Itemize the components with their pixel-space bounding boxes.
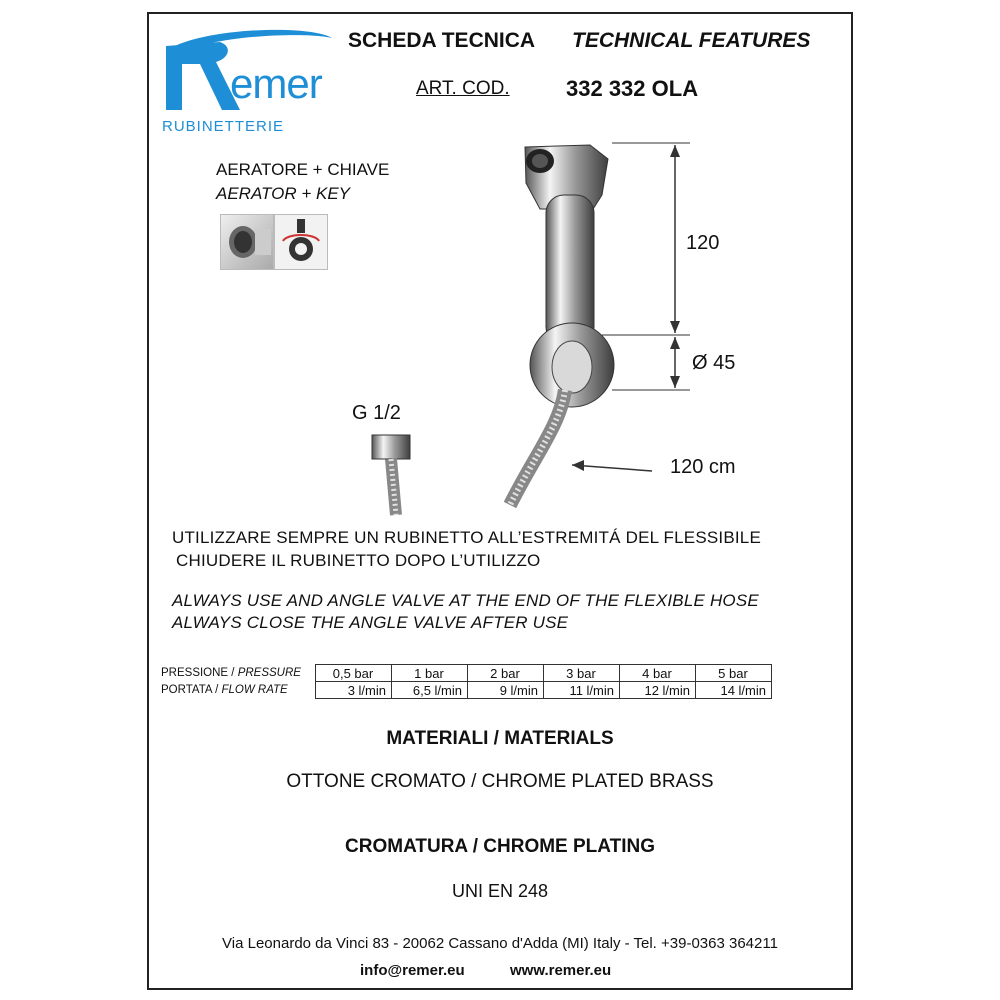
- footer-address: Via Leonardo da Vinci 83 - 20062 Cassano d'Adda (MI) Italy - Tel. +39-0363 364211: [222, 935, 778, 952]
- note-italian-line-1: UTILIZZARE SEMPRE UN RUBINETTO ALL’ESTREMITÁ DEL FLESSIBILE: [172, 528, 761, 547]
- pressure-label-it: PRESSIONE /: [161, 667, 238, 679]
- note-english-line-2: ALWAYS CLOSE THE ANGLE VALVE AFTER USE: [172, 613, 569, 632]
- flow-rate-row: [155, 682, 772, 699]
- chrome-plating-value: UNI EN 248: [451, 881, 549, 901]
- note-italian-line-2: CHIUDERE IL RUBINETTO DOPO L’UTILIZZO: [176, 551, 541, 570]
- hose-length-label: 120 cm: [670, 456, 736, 478]
- flow-rate-cell: 6,5 l/min: [392, 682, 468, 699]
- pressure-cell: 0,5 bar: [316, 665, 392, 682]
- article-code-label: ART. COD.: [416, 78, 510, 99]
- footer-email-link[interactable]: info@remer.eu: [360, 962, 465, 979]
- footer-website-link[interactable]: www.remer.eu: [510, 962, 612, 979]
- flow-rate-cell: 11 l/min: [544, 682, 620, 699]
- height-dimension: 120: [686, 232, 720, 254]
- pressure-flow-table: [155, 664, 772, 699]
- materials-value: OTTONE CROMATO / CHROME PLATED BRASS: [286, 771, 714, 792]
- pressure-label-en: PRESSURE: [237, 667, 301, 679]
- flow-rate-cell: 14 l/min: [696, 682, 772, 699]
- flow-rate-cell: 9 l/min: [468, 682, 544, 699]
- logo-subtitle: RUBINETTERIE: [162, 118, 285, 135]
- pressure-cell: 3 bar: [544, 665, 620, 682]
- flow-rate-cell: 3 l/min: [316, 682, 392, 699]
- materials-heading: MATERIALI / MATERIALS: [386, 728, 614, 749]
- chrome-plating-heading: CROMATURA / CHROME PLATING: [345, 836, 655, 857]
- article-code-value: 332 332 OLA: [566, 76, 699, 101]
- aerator-label-italian: AERATORE + CHIAVE: [216, 160, 390, 179]
- pressure-cell: 2 bar: [468, 665, 544, 682]
- pressure-cell: 4 bar: [620, 665, 696, 682]
- flow-rate-label: [155, 682, 316, 699]
- pressure-label: [155, 665, 316, 682]
- pressure-cell: 1 bar: [392, 665, 468, 682]
- pressure-cell: 5 bar: [696, 665, 772, 682]
- remer-logo: [160, 24, 340, 136]
- aerator-photo: [220, 214, 274, 270]
- flow-label-it: PORTATA /: [161, 684, 222, 696]
- thread-size-label: G 1/2: [352, 402, 401, 424]
- pressure-row: [155, 665, 772, 682]
- aerator-label-english: AERATOR + KEY: [216, 184, 350, 203]
- logo-brand-word: emer: [230, 60, 322, 107]
- flow-label-en: FLOW RATE: [221, 684, 288, 696]
- title-english: TECHNICAL FEATURES: [572, 29, 811, 52]
- key-photo: [274, 214, 328, 270]
- note-english-line-1: ALWAYS USE AND ANGLE VALVE AT THE END OF THE FLEXIBLE HOSE: [172, 591, 759, 610]
- title-italian: SCHEDA TECNICA: [348, 29, 536, 52]
- flow-rate-cell: 12 l/min: [620, 682, 696, 699]
- diameter-dimension: Ø 45: [692, 352, 736, 374]
